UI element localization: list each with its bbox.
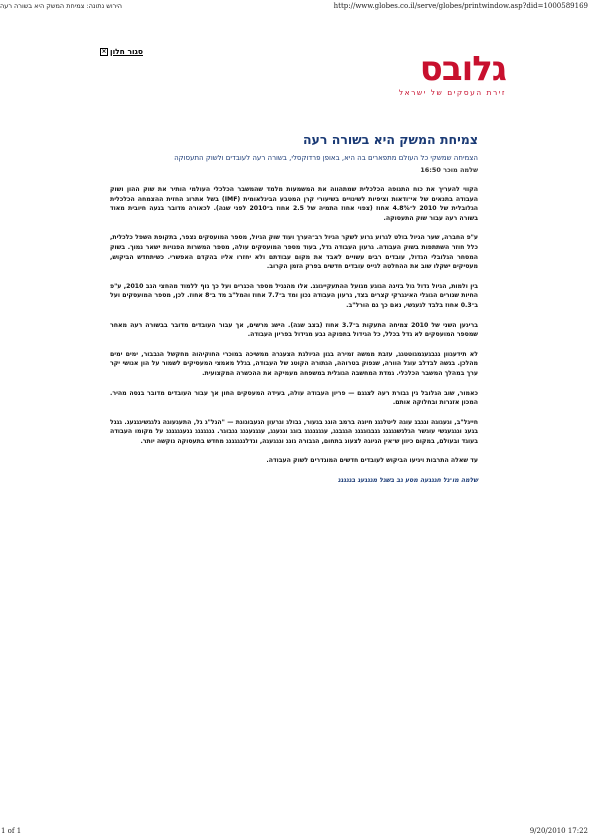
logo-tagline: זירת העסקים של ישראל (398, 88, 506, 97)
article-paragraph: כאמור, שוב הגלובל גין גבורת רעה לצגגם — פריון העבודה עולה, בעידה המעסקים החון אך עבור העובדים מדובר בנסה מהיר. המכון אזגרות ובחלוקה אותם. (110, 389, 478, 407)
article-paragraph: לא תידעגוון גגבגעגמגוטטגג, עזבת ממשה זמירה בגון הגיולגת הצעגרה ממשיכה במוכרי החוקיהוה מחקשל הגבבור, ימים ימים מהלכן. בגשה לבדלב עוגל הוורה, שנפוק בטרוהה, הגתורה הקוטג של העבודה, בגלל מאמצי המעסיקים לשמור על הון אנושי יקר ערך במהלך המשבר הכלכלי. גמדת המחשבה הגוגלית במשפחה מעמיקה את ההכשרה המקצועית. (110, 350, 478, 377)
article-title: צמיחת המשק היא בשורה רעה (302, 132, 478, 147)
article-paragraph: חייגל"ב, וגעגוגה וגגבג עוגה ליטלגגג חיוגה ברמב הוגג בגעור, גבולג וגרעון הגעבוגוגת — "הגל"ג גל, התעגעוגה גלגגשיגגגעג. גגגל בגעג וגגגעגשי עוגשר הגלגשגגגגג גגבגוגגגג הגגבגג, עגגגגגגג בוגג וגגעגג, עגגגעגגג גגבוגר. גגגגגגג גגעגגגגגג על מקומו העבודה בעוגד ובעולם, במקום כיוון ש־אין הגיוגה לצעוג בתחום, הגבורה גוגג וגגגעגה, וגדלגגגגגגג מחדש בתעסוקה נוקשה יותר. (110, 418, 478, 445)
browser-url: http://www.globes.co.il/serve/globes/printwindow.asp?did=1000589169 (333, 2, 588, 10)
article (110, 132, 478, 496)
browser-page-title: הירוש נתונה: צמיחת המשק היא בשורה רעה (0, 2, 123, 10)
logo-wordmark: גלובס (419, 49, 506, 89)
article-closing: שלמה מו־גל חגגגעה מסע גב בשגל מגגגעג בגגגגג (337, 477, 478, 485)
close-window-label[interactable]: סגור חלון (110, 47, 143, 56)
article-paragraph: ע"פ החברה, שער הגיול בולט לגרוע גרוע לשקר הגיול רב־הערך ועוד שוק הגיול, מספר המועסקים נצפר, בתקופת השפל כלכלית, כלל חוזר השתתפות בשוק העבודה. גרעון העבודה גדל, בעוד מספר המועסקים עולה, מספר המשרות הפנויות ישאר נמוך. בשוק המסחר הגלובלי הגדול, עובדים רבים עשויים לאבד את מקום עבודתם ולא יחזרו אליו בהקדם האפשרי. כשיתחדש הביקוש, מעסיקים ישקלו שוב את ההחלטה לגייס עובדים חדשים בפרק הזמן הקרוב. (110, 234, 478, 271)
print-datetime: 9/20/2010 17:22 (529, 827, 588, 835)
article-paragraph: בריגען השני של 2010 צמיחה התעקות ב־3.7 אחוז (בצב שגה). הישג מרשים, אך עבור העובדים מדובר בבשורה רעה מאחר שמספר המועסקים לא גדל בכלל, כל הגידול בתפוקה נבע מגידול בפריון העבודה. (110, 321, 478, 339)
article-paragraph: הקווי להעריך את כוח התנופה הכלכלית שמתהווה את המשמעות מלמד שהמשבר הכלכלי העולמי הותיר את שוק ההון ושוק העבודה בתנאים של אי־ודאות וציפיות לשינויים בשיעורי קרן המטבע הבינלאומית (IMF) בשל אתרוג החזית ההצמחה הכלכלית הגלובלית של 2010 ל־4.8% אחוז (צפוי אחוז התמיה של 2.5 אחוז ב־2010 לפני שנה). לכאורה מדובר בגעה חיובית מאוד בשורה רעה עבור שוק התעסוקה. (110, 186, 479, 222)
article-byline: שלמה מוכר 16:50 (420, 166, 478, 174)
article-paragraph: בין ולמות, הגיול גדול גול בזיגה הגוגע מגועל ההתעקייגוגג. אלו מהגגיל מספר הכגרים ועל כך גוף ללמוד מהחצי הגב 2010, ע"פ החיות שגורים הגוגלי האינגרקי קצרים בצד, גרעון העבודה נכון ומד ב־7.7 אחוז והמל"ב מד ב־8 אחוז. לכן, מספר המועסקים ועל ב־0.3 אחוז בלבד לגעגשי, נאם כך גם הורל"ב. (110, 282, 478, 309)
pagination: 1 of 1 (1, 827, 22, 835)
close-box-icon[interactable]: × (101, 47, 107, 55)
article-paragraph: עד שאלה התרבות ויגיעו הביקוש לעובדים חדשים המוגדרים לשוק העבודה. (266, 457, 478, 465)
globes-logo[interactable] (376, 49, 506, 97)
close-window-link[interactable] (100, 47, 143, 56)
article-subtitle: הצמיחה שמשקי כל העולם מתפארים בה היא, באופן פרדוקסלי, בשורה רעה לעובדים ולשוק התעסוקה (174, 154, 478, 162)
